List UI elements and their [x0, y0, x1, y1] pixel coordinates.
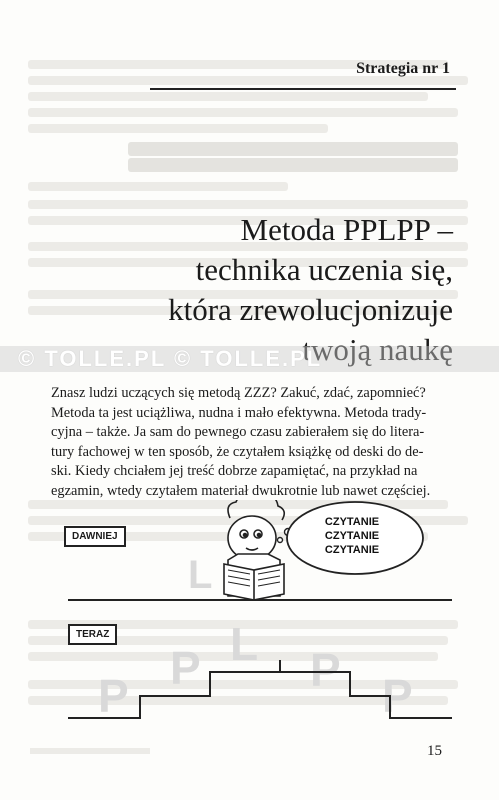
body-paragraph: [51, 384, 449, 502]
footer-show-through: [30, 748, 150, 754]
label-now: TERAZ: [68, 624, 117, 645]
watermark-text: © TOLLE.PL © TOLLE.PL: [18, 346, 323, 371]
thought-text: CZYTANIE: [324, 544, 380, 556]
thought-text: CZYTANIE: [324, 516, 380, 528]
big-letter: L: [188, 553, 213, 597]
big-letter: P: [310, 644, 341, 696]
big-letter: P: [382, 670, 413, 722]
chapter-title-line: która zrewolucjonizuje: [168, 292, 453, 327]
body-line: cyjna – także. Ja sam do pewnego czasu zabierałem się do litera-: [51, 424, 425, 441]
chapter-header: [150, 54, 456, 90]
chapter-title-line: technika uczenia się,: [195, 252, 453, 287]
body-line: Znasz ludzi uczących się metodą ZZZ? Zakuć, zdać, zapomnieć?: [51, 385, 426, 401]
body-line: egzamin, wtedy czytałem materiał dwukrotnie lub nawet częściej.: [51, 482, 431, 499]
thought-text: CZYTANIE: [324, 530, 380, 542]
body-line: Metoda ta jest uciążliwa, nudna i mało efektywna. Metoda trady-: [51, 404, 427, 421]
big-letter: P: [98, 670, 129, 722]
body-line: tury fachowej w ten sposób, że czytałem książkę od deski do de-: [51, 443, 424, 460]
pplpp-illustration: [60, 500, 460, 730]
body-line: ski. Kiedy chciałem jej treść dobrze zapamiętać, na przykład na: [51, 463, 418, 480]
big-letter: P: [170, 642, 201, 694]
watermark-band: [0, 346, 499, 372]
label-before: DAWNIEJ: [64, 526, 126, 547]
chapter-title-line: Metoda PPLPP –: [240, 212, 453, 247]
big-letter: L: [230, 618, 259, 670]
thought-dot: [278, 538, 283, 543]
chapter-title-line: twoją naukę: [302, 332, 453, 367]
reader-character: [224, 500, 284, 600]
header-title: Strategia nr 1: [356, 60, 450, 77]
page-number: 15: [427, 743, 442, 759]
